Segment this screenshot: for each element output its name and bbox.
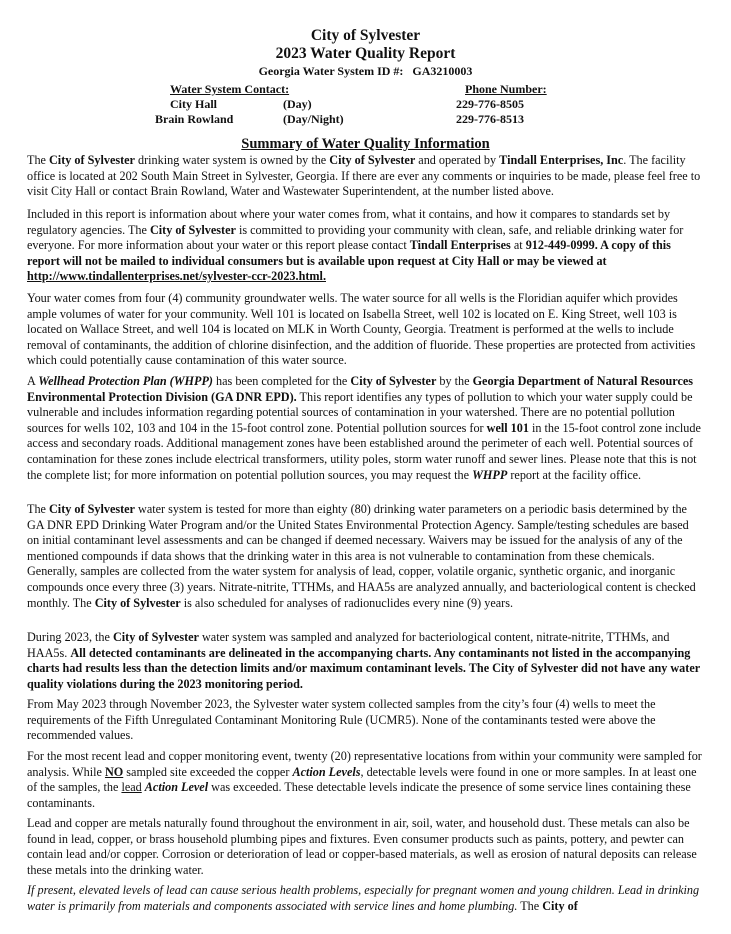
paragraph-testing: The City of Sylvester water system is tested for more than eighty (80) drinking water parameters on a periodic basis determined by the GA DNR EPD Drinking Water Program and/or the United States Environmental Protection Agency. Sample/testing schedules are based on initial contaminant level assessments and can be changed if deemed necessary. Waivers may be issued for the analysis of any of the mentioned compounds if data shows that the drinking water in this area is not vulnerable to contamination from these chemicals. Generally, samples are collected from the water system for analysis of lead, copper, volatile organic, synthetic organic, and inorganic compounds once every three (3) years. Nitrate-nitrite, TTHMs, and HAA5s are analyzed annually, and bacteriological content is checked monthly. The City of Sylvester is also scheduled for analyses of radionuclides every nine (9) years. [27,502,696,610]
contact-name: City Hall [170,97,217,111]
contact-hours: (Day/Night) [283,112,344,126]
contact-heading: Water System Contact: [170,82,290,96]
paragraph-ownership: The City of Sylvester drinking water system is owned by the City of Sylvester and operated by Tindall Enterprises, Inc. The facility office is located at 202 South Main Street in Sylvester, Georgia. If there are ever any comments or inquiries to be made, please feel free to visit City Hall or contact Brain Rowland, Water and Wastewater Superintendent, at the number listed above. [27,153,701,199]
contact-name: Brain Rowland [155,112,234,126]
system-id: Georgia Water System ID #: GA3210003 [258,64,473,78]
paragraph-ucmr5: From May 2023 through November 2023, the Sylvester water system collected samples from the city’s four (4) wells to meet the requirements of the Fifth Unregulated Contaminant Monitoring Rule (UCMR5). None of the contaminants tested were above the recommended values. [27,697,656,743]
paragraph-lead-copper-event: For the most recent lead and copper monitoring event, twenty (20) representative locations from within your community were sampled for analysis. While NO sampled site exceeded the copper Action Levels, detectable levels were found in one or more samples. In at least one of the samples, the lead Action Level was exceeded. These detectable levels indicate the presence of some service lines containing these contaminants. [27,749,702,810]
report-subtitle: 2023 Water Quality Report [275,45,456,62]
phone-heading: Phone Number: [465,82,547,96]
paragraph-water-source: Your water comes from four (4) community groundwater wells. The water source for all wells is the Floridian aquifer which provides ample volumes of water for your community. Well 101 is located on Isabella Street, well 102 is located on E. King Street, well 103 is located on Wallace Street, and well 104 is located on MLK in Worth County, Georgia. Treatment is performed at the wells to include removal of contaminants, the addition of chlorine disinfection, and the addition of fluoride. These properties are protected from activities which could potentially cause contamination of this water source. [27,291,696,368]
contact-phone: 229-776-8505 [456,97,524,111]
paragraph-report-info: Included in this report is information about where your water comes from, what it contains, and how it compares to standards set by regulatory agencies. The City of Sylvester is committed to providing your community with clean, safe, and reliable drinking water for everyone. For more information about your water or this report please contact Tindall Enterprises at 912-449-0999. A copy of this report will not be mailed to individual consumers but is available upon request at City Hall or may be viewed at http://www.tindallenterprises.net/sylvester-ccr-2023.html. [27,207,684,284]
paragraph-health-effects: If present, elevated levels of lead can cause serious health problems, especially for pregnant women and young children. Lead in drinking water is primarily from materials and components associated with service lines and home plumbing. The City of [27,883,700,913]
summary-heading: Summary of Water Quality Information [241,136,490,152]
paragraph-lead-copper-sources: Lead and copper are metals naturally found throughout the environment in air, soil, water, and household dust. These metals can also be found in lead, copper, or brass household plumbing pipes and fixtures. Even consumer products such as paints, pottery, and pewter can contain lead and/or copper. Corrosion or deterioration of lead or copper-based materials, as well as erosion of natural deposits can release these metals into the drinking water. [27,816,697,877]
paragraph-whpp: A Wellhead Protection Plan (WHPP) has been completed for the City of Sylvester by the Georgia Department of Natural Resources Environmental Protection Division (GA DNR EPD). This report identifies any types of pollution to which your water supply could be vulnerable and includes information regarding potential sources of contamination in your watershed. There are no potential pollution sources for wells 102, 103 and 104 in the 15-foot control zone. Potential pollution sources for well 101 in the 15-foot control zone include access and secondary roads. Additional management zones have been established around the perimeter of each well. Potential sources of contamination for these zones include electrical transformers, utility poles, storm water runoff and sewer lines. Please note that this is not the complete list; for more information on potential pollution sources, you may request the WHPP report at the facility office. [27,374,701,482]
contact-phone: 229-776-8513 [456,112,524,126]
report-link[interactable]: http://www.tindallenterprises.net/sylvester-ccr-2023.html. [27,269,326,284]
contact-hours: (Day) [283,97,312,111]
report-title: City of Sylvester [310,27,421,44]
paragraph-2023-results: During 2023, the City of Sylvester water system was sampled and analyzed for bacteriological content, nitrate-nitrite, TTHMs, and HAA5s. All detected contaminants are delineated in the accompanying charts. Any contaminants not listed in the accompanying charts had results less than the detection limits and/or maximum contaminant levels. The City of Sylvester did not have any water quality violations during the 2023 monitoring period. [27,630,700,691]
